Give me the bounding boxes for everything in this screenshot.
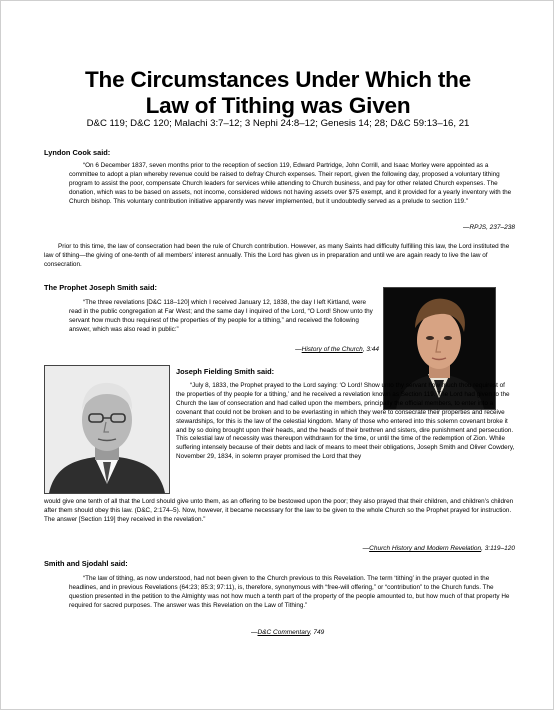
sjodahl-citation-source: D&C Commentary [257,629,310,636]
intro-paragraph: Prior to this time, the law of consecration had been the rule of Church contribution. However, as many Saints had difficulty fulfilling this law, the Lord instituted the law of tithing—the giving of one-tenth of all members’ interest annually. This the Lord has given us in preparation and until we are again ready to live the law of consecration. [44,243,510,268]
sjodahl-quote: “The law of tithing, as now understood, had not been given to the Church previous to this Revelation. The term ‘tithing’ in the prayer quoted in the headlines, and in previous Revelations (64:23; 85:3; 97:11), is, therefore, synonymous with “free-will offering,” or “contribution” to the Church funds. The question presented in the petition to the Almighty was not how much a tenth part of the property of the people amounted to, but how much of that property He required for sacred purposes. The answer was this Revelation on the Law of Tithing.” [69,575,510,609]
cook-quote: “On 6 December 1837, seven months prior to the reception of section 119, Edward Partridge, John Corrill, and Isaac Morley were appointed as a committee to adopt a plan whereby revenue could be raised to defray Church expenses. Their report, given the following day, proposed a voluntary tithing program to assist the poor, compensate Church leaders for services while attending to Church business, and pay for other related Church expenses. The donation, which was to be based on assets, not income, considered widows not having assets over $75 exempt, and it provided for a yearly inventory with the Church bishop. This voluntary contribution initiative apparently was never implemented, but it undoubtedly served as a prelude to section 119.” [69,162,512,205]
jfs-citation: —Church History and Modern Revelation, 3:119–120 [362,545,515,552]
sjodahl-heading: Smith and Sjodahl said: [44,559,128,568]
jfs-citation-page: , 3:119–120 [481,545,515,552]
title-line-1: The Circumstances Under Which the [85,67,471,92]
jfs-quote-continued: would give one tenth of all that the Lord should give unto them, as an offering to be bestowed upon the poor; they also prayed that their children, and children’s children after them should obey this law. (D&C, 2:174–5). Now, however, it became necessary for the law to be given to the whole Church so the Prophet prayed for instruction. The answer [Section 119] they received in the revelation.” [44,498,514,523]
prophet-heading: The Prophet Joseph Smith said: [44,283,157,292]
prophet-citation: —History of the Church, 3:44 [295,346,379,353]
prophet-quote: “The three revelations [D&C 118–120] which I received January 12, 1838, the day I left Kirtland, were read in the public congregation at Far West; and the same day I inquired of the Lord, “O Lord! Show unto thy servant how much thou requirest of the properties of thy people for a tithing,” and received the following answer, which was also read in public:” [69,299,373,333]
joseph-fielding-smith-portrait [44,365,170,494]
title-line-2: Law of Tithing was Given [145,93,411,118]
prophet-citation-page: , 3:44 [362,346,379,353]
jfs-heading: Joseph Fielding Smith said: [176,367,275,376]
page-title [41,67,515,119]
cook-heading: Lyndon Cook said: [44,148,111,157]
jfs-citation-source: Church History and Modern Revelation [369,545,482,552]
joseph-fielding-smith-portrait-art [45,366,169,493]
sjodahl-citation: —D&C Commentary, 749 [251,629,325,636]
cook-citation: —RPJS, 237–238 [462,224,515,231]
sjodahl-citation-page: , 749 [309,629,325,636]
jfs-quote-indented: “July 8, 1833, the Prophet prayed to the Lord saying: ‘O Lord! Show unto thy servant how much thou requirest of the properties of thy people for a tithing,’ and he received a revelation known as Section 119. The Lord had given to the Church the law of consecration and had called upon the members, principally the official members, to enter into a covenant that could not be broken and to be everlasting in which they were to consecrate their properties and receive stewardships, for this is the law of the celestial kingdom. Many of those who entered into this solemn covenant broke it and by so doing brought upon their heads, and the heads of their brethren and sisters, dire punishment and persecution. This celestial law of necessity was thereupon withdrawn for the time, or until the time of the redemption of Zion. While suffering intensely because of their debts and lack of means to meet their obligations, Joseph Smith and Oliver Cowdery, November 29, 1834, in solemn prayer promised the Lord that they [176,382,515,461]
scripture-references: D&C 119; D&C 120; Malachi 3:7–12; 3 Nephi 24:8–12; Genesis 14; 28; D&C 59:13–16, 21 [86,118,470,129]
prophet-citation-source: History of the Church [301,346,363,353]
